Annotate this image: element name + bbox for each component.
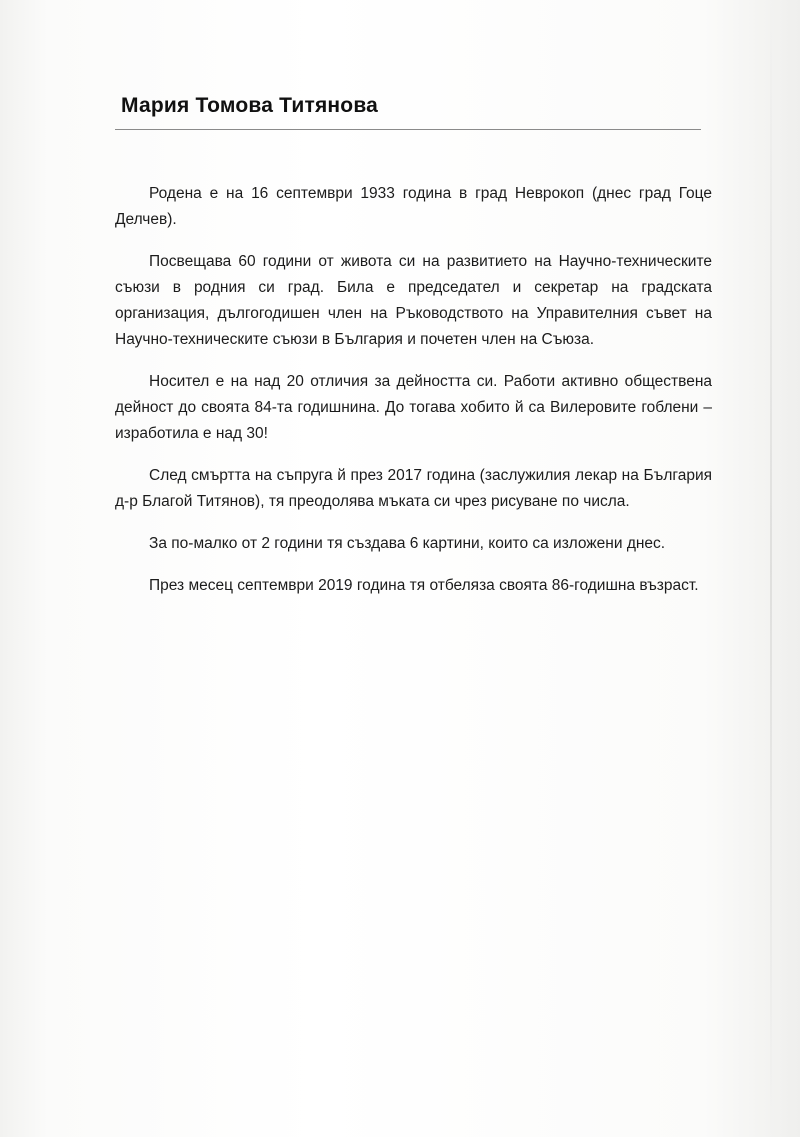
paper-edge-shadow [770, 0, 772, 1137]
paragraph-paintings-count: За по-малко от 2 години тя създава 6 картини, които са изложени днес. [149, 535, 666, 552]
document-body [115, 181, 712, 615]
paragraph-birthday: През месец септември 2019 година тя отбеляза своята 86-годишна възраст. [149, 577, 699, 594]
paragraph-birth: Родена е на 16 септември 1933 година в град Неврокоп (днес град Гоце Делчев). [115, 185, 712, 228]
document-title: Мария Томова Титянова [121, 94, 379, 117]
paragraph-awards: Носител е на над 20 отличия за дейността си. Работи активно обществена дейност до своята 84-та годишнина. До тогава хобито й са Вилеровите гоблени – изработила е над 30! [115, 373, 712, 442]
paragraph-painting: След смъртта на съпруга й през 2017 година (заслужилия лекар на България д-р Благой Титянов), тя преодолява мъката си чрез рисуване по числа. [115, 467, 712, 510]
paragraph-career: Посвещава 60 години от живота си на развитието на Научно-техническите съюзи в родния си град. Била е председател и секретар на градската организация, дългогодишен член на Ръководството на Управителния съвет на Научно-техническите съюзи в България и почетен член на Съюза. [115, 253, 712, 348]
title-underline [115, 129, 701, 130]
